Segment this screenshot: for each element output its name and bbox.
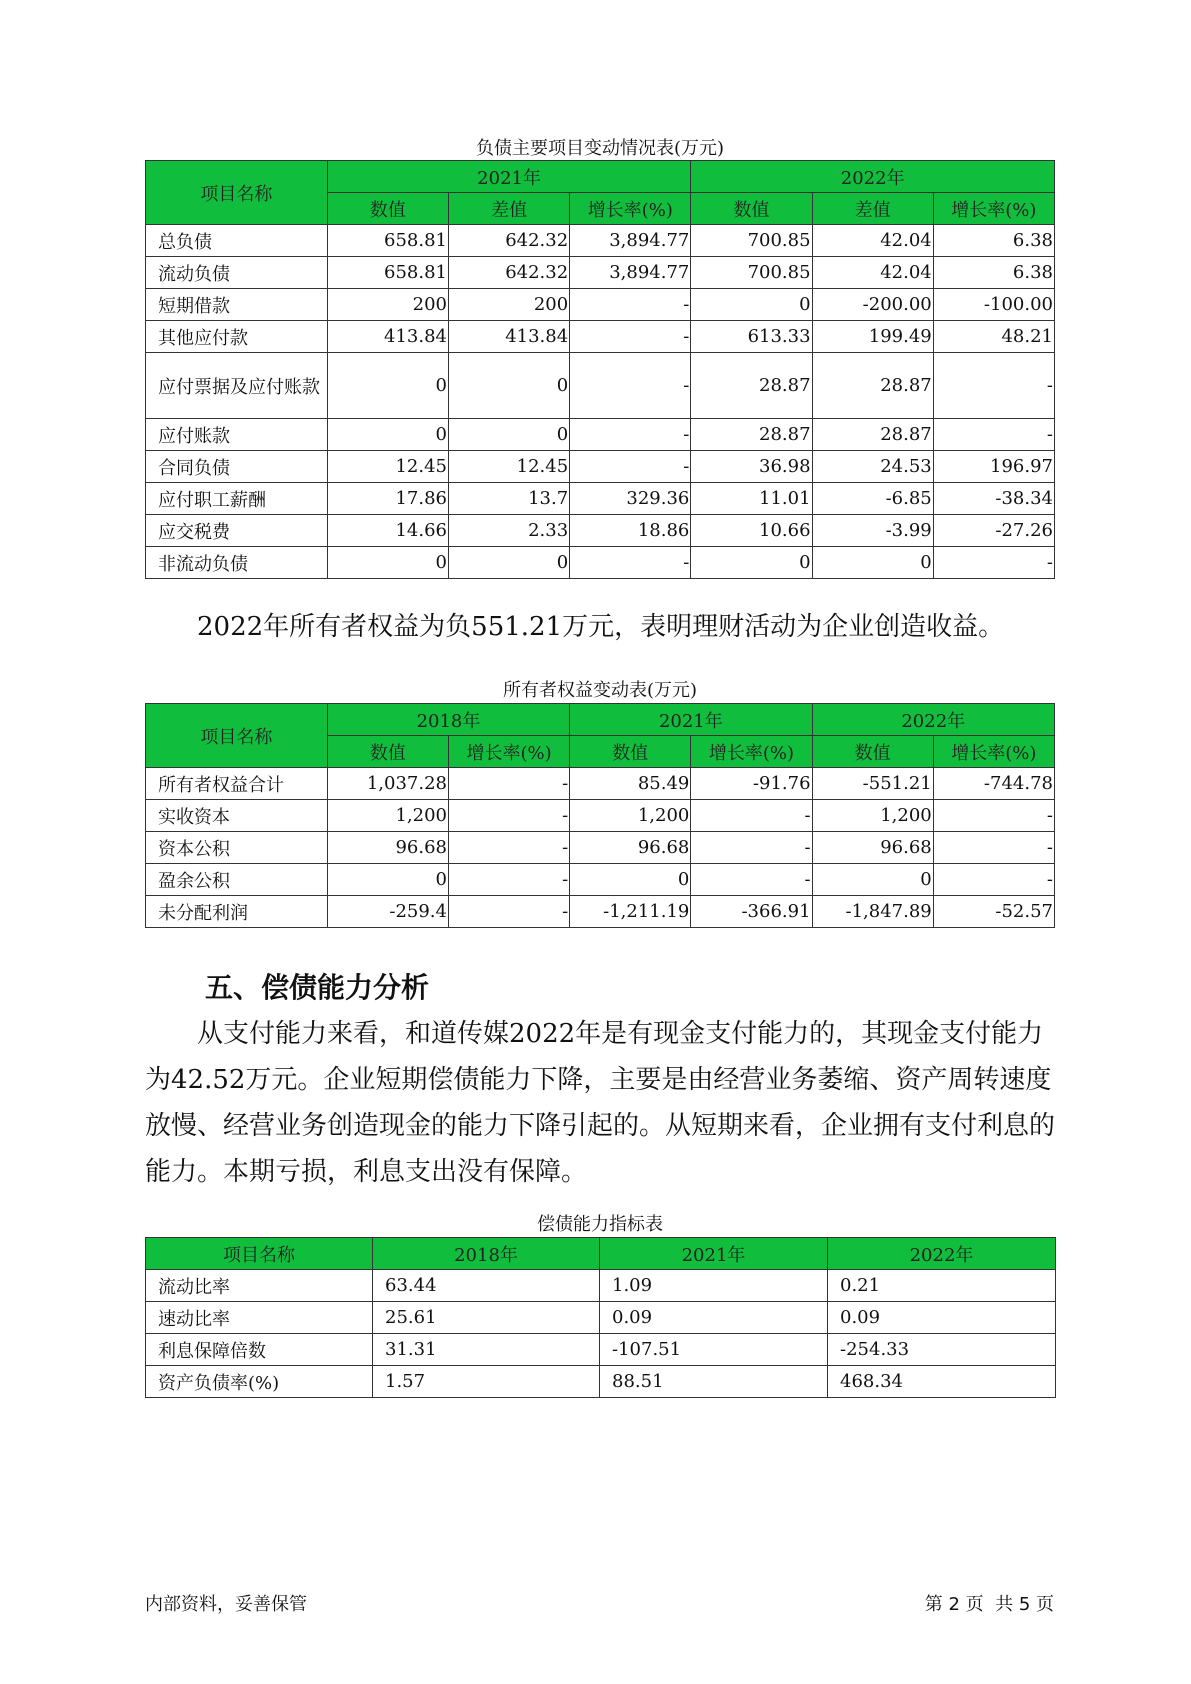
row-label: 总负债 [146,225,328,257]
table1-caption: 负债主要项目变动情况表(万元) [475,138,725,159]
table-row [146,353,1055,419]
table-cell: - [570,353,691,419]
table-cell: -200.00 [812,289,933,321]
header-year-2022: 2022年 [812,704,1054,736]
table-cell: 329.36 [570,483,691,515]
table-cell: -1,847.89 [812,896,933,928]
table-cell: -1,211.19 [570,896,691,928]
table-cell: 2.33 [448,515,569,547]
header-col: 增长率(%) [570,193,691,225]
table-cell: 24.53 [812,451,933,483]
table-cell: - [933,864,1054,896]
solvency-table [145,1237,1056,1398]
table-cell: 25.61 [373,1302,600,1334]
table-cell: 12.45 [327,451,448,483]
table-row [146,547,1055,579]
table-row [146,515,1055,547]
header-col: 增长率(%) [691,736,812,768]
row-label: 实收资本 [146,800,328,832]
table-cell: - [570,289,691,321]
table-cell: -254.33 [828,1334,1056,1366]
table-cell: 88.51 [600,1366,828,1398]
table-cell: - [448,896,569,928]
table-cell: 413.84 [327,321,448,353]
row-label: 所有者权益合计 [146,768,328,800]
row-label: 应付票据及应付账款 [146,353,328,419]
table-cell: 3,894.77 [570,257,691,289]
table2-caption: 所有者权益变动表(万元) [502,680,698,701]
table-cell: 6.38 [933,257,1054,289]
header-col: 数值 [812,736,933,768]
table-cell: 658.81 [327,225,448,257]
table-cell: 3,894.77 [570,225,691,257]
row-label: 其他应付款 [146,321,328,353]
table-cell: 0 [691,289,812,321]
table3-caption: 偿债能力指标表 [537,1214,663,1235]
row-label: 资产负债率(%) [146,1366,373,1398]
table-cell: -551.21 [812,768,933,800]
header-col: 数值 [691,193,812,225]
table-cell: 1.57 [373,1366,600,1398]
row-label: 应交税费 [146,515,328,547]
table-cell: -744.78 [933,768,1054,800]
table-cell: 14.66 [327,515,448,547]
table-row [146,321,1055,353]
table-cell: 0.09 [828,1302,1056,1334]
liabilities-table [145,160,1055,579]
table-cell: 700.85 [691,225,812,257]
table-cell: -6.85 [812,483,933,515]
table-cell: - [933,419,1054,451]
table-cell: 0 [327,547,448,579]
table-cell: 0 [812,547,933,579]
table-cell: 1,200 [570,800,691,832]
equity-summary-paragraph: 2022年所有者权益为负551.21万元，表明理财活动为企业创造收益。 [197,612,1005,642]
footer-confidential-note: 内部资料，妥善保管 [145,1594,307,1615]
table-cell: 413.84 [448,321,569,353]
table-cell: 613.33 [691,321,812,353]
table-cell: 63.44 [373,1270,600,1302]
footer-page-number: 第 2 页 共 5 页 [924,1594,1054,1615]
header-item-name: 项目名称 [146,704,328,768]
table-cell: -38.34 [933,483,1054,515]
table-cell: - [448,832,569,864]
header-col: 增长率(%) [933,193,1054,225]
table-cell: - [570,451,691,483]
table-cell: -259.4 [327,896,448,928]
header-col: 差值 [448,193,569,225]
table-cell: 642.32 [448,225,569,257]
header-item-name: 项目名称 [146,1238,373,1270]
table-row [146,451,1055,483]
table-cell: 658.81 [327,257,448,289]
table-cell: 200 [448,289,569,321]
table-cell: 10.66 [691,515,812,547]
table-cell: -107.51 [600,1334,828,1366]
row-label: 流动负债 [146,257,328,289]
table-cell: 1,200 [327,800,448,832]
table-cell: 28.87 [812,419,933,451]
table-cell: -91.76 [691,768,812,800]
table-cell: 642.32 [448,257,569,289]
table-cell: 96.68 [570,832,691,864]
table-cell: 36.98 [691,451,812,483]
table-cell: 0 [691,547,812,579]
solvency-paragraph: 从支付能力来看，和道传媒2022年是有现金支付能力的，其现金支付能力为42.52万元。企业短期偿债能力下降，主要是由经营业务萎缩、资产周转速度放慢、经营业务创造现金的能力下降引起的。从短期来看，企业拥有支付利息的能力。本期亏损，利息支出没有保障。 [145,1019,1056,1187]
table-cell: 28.87 [691,353,812,419]
header-col: 数值 [327,736,448,768]
table-cell: - [570,321,691,353]
header-year-2022: 2022年 [691,161,1055,193]
table-cell: 0 [327,864,448,896]
table-cell: 700.85 [691,257,812,289]
table-row [146,864,1055,896]
table-cell: 200 [327,289,448,321]
row-label: 应付职工薪酬 [146,483,328,515]
table-row [146,832,1055,864]
table-cell: 1,200 [812,800,933,832]
table-cell: 85.49 [570,768,691,800]
table-cell: 11.01 [691,483,812,515]
table-cell: -3.99 [812,515,933,547]
row-label: 资本公积 [146,832,328,864]
table-cell: 0 [448,353,569,419]
row-label: 未分配利润 [146,896,328,928]
table-cell: - [570,419,691,451]
table-cell: 13.7 [448,483,569,515]
table-cell: - [933,800,1054,832]
table-row [146,800,1055,832]
table-cell: 28.87 [691,419,812,451]
table-cell: 0.21 [828,1270,1056,1302]
row-label: 盈余公积 [146,864,328,896]
table-cell: 0.09 [600,1302,828,1334]
table-cell: - [691,832,812,864]
header-col: 数值 [570,736,691,768]
table-cell: - [933,353,1054,419]
table-cell: 0 [448,547,569,579]
table-cell: - [933,547,1054,579]
table-cell: 6.38 [933,225,1054,257]
table-cell: 48.21 [933,321,1054,353]
table-row [146,1334,1056,1366]
table-cell: 0 [812,864,933,896]
table-cell: 468.34 [828,1366,1056,1398]
table-cell: 196.97 [933,451,1054,483]
table-cell: - [570,547,691,579]
table-cell: - [448,768,569,800]
table-cell: 1,037.28 [327,768,448,800]
table-cell: 199.49 [812,321,933,353]
table-row [146,257,1055,289]
header-col: 差值 [812,193,933,225]
header-year-2021: 2021年 [570,704,812,736]
header-year-2022: 2022年 [828,1238,1056,1270]
table-cell: - [691,800,812,832]
table-row [146,225,1055,257]
table-cell: 1.09 [600,1270,828,1302]
table-cell: 0 [327,353,448,419]
table-cell: 17.86 [327,483,448,515]
table-cell: 42.04 [812,257,933,289]
table-cell: 0 [448,419,569,451]
table-cell: -366.91 [691,896,812,928]
table-row [146,483,1055,515]
row-label: 短期借款 [146,289,328,321]
table-row [146,1302,1056,1334]
row-label: 利息保障倍数 [146,1334,373,1366]
header-year-2018: 2018年 [373,1238,600,1270]
table-row [146,419,1055,451]
table-cell: 0 [570,864,691,896]
table-cell: - [448,800,569,832]
table-cell: 42.04 [812,225,933,257]
table-cell: - [691,864,812,896]
table-cell: 96.68 [812,832,933,864]
table-cell: - [933,832,1054,864]
header-col: 增长率(%) [448,736,569,768]
table-cell: 12.45 [448,451,569,483]
row-label: 应付账款 [146,419,328,451]
header-year-2021: 2021年 [600,1238,828,1270]
header-col: 增长率(%) [933,736,1054,768]
table-cell: 31.31 [373,1334,600,1366]
table-row [146,1270,1056,1302]
table-row [146,289,1055,321]
row-label: 速动比率 [146,1302,373,1334]
header-col: 数值 [327,193,448,225]
equity-table [145,703,1055,928]
table-cell: -100.00 [933,289,1054,321]
table-cell: 96.68 [327,832,448,864]
table-cell: -52.57 [933,896,1054,928]
section-heading: 五、偿债能力分析 [205,971,430,1004]
table-cell: - [448,864,569,896]
table-cell: 0 [327,419,448,451]
row-label: 非流动负债 [146,547,328,579]
table-cell: 18.86 [570,515,691,547]
row-label: 流动比率 [146,1270,373,1302]
header-item-name: 项目名称 [146,161,328,225]
table-row [146,896,1055,928]
row-label: 合同负债 [146,451,328,483]
header-year-2021: 2021年 [327,161,691,193]
table-cell: -27.26 [933,515,1054,547]
table-row [146,768,1055,800]
table-cell: 28.87 [812,353,933,419]
header-year-2018: 2018年 [327,704,569,736]
table-row [146,1366,1056,1398]
